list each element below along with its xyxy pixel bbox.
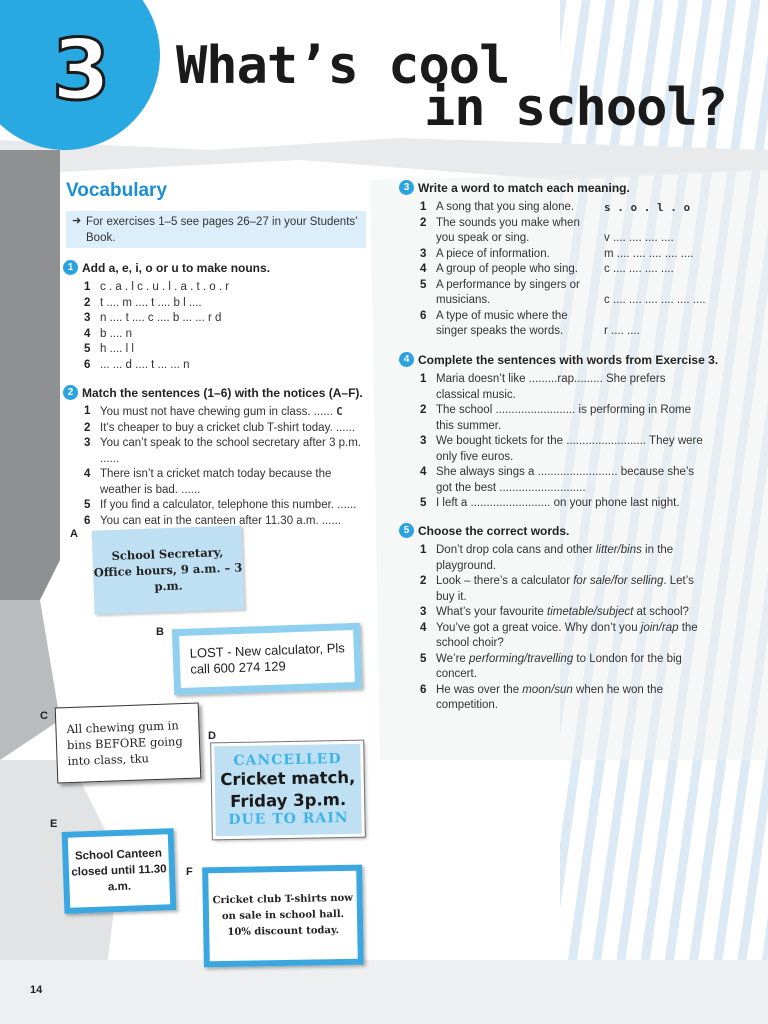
list-item: 5 If you find a calculator, telephone this number. ...... bbox=[84, 499, 357, 511]
list-item: 4 b .... n bbox=[84, 327, 132, 340]
exercise-number-badge: 5 bbox=[399, 523, 414, 538]
list-item: 3 A piece of information. m .... .... .... .... .... bbox=[420, 247, 710, 263]
list-item: 4 She always sings a ......................... because she’s got the best ........................... bbox=[420, 466, 695, 494]
list-item: 4 You’ve got a great voice. Why don’t you join/rap the school choir? bbox=[420, 621, 698, 649]
list-item: 2 The school ......................... is performing in Rome this summer. bbox=[420, 404, 692, 432]
notice-label-e: E bbox=[50, 818, 58, 830]
list-item: 5 A performance by singers or musicians. c .... .... .... .... .... .... bbox=[420, 278, 710, 309]
list-item: 2 It’s cheaper to buy a cricket club T-shirt today. ...... bbox=[84, 421, 356, 434]
notice-f: Cricket club T-shirts now on sale in school hall. 10% discount today. bbox=[202, 865, 364, 968]
notice-a: School Secretary, Office hours, 9 a.m. – 3 p.m. bbox=[92, 525, 245, 614]
exercise-4-list bbox=[420, 372, 710, 512]
notice-c: All chewing gum in bins BEFORE going into class, tku bbox=[55, 703, 202, 784]
list-item: 1 You must not have chewing gum in class. ...... C bbox=[84, 405, 343, 418]
list-item: 1 A song that you sing alone. s . o . l . o bbox=[420, 201, 691, 214]
exercise-2-instruction: Match the sentences (1–6) with the notices (A–F). bbox=[82, 385, 363, 400]
word-choice[interactable]: moon/sun bbox=[522, 683, 573, 696]
answer-field[interactable]: s . o . l . o bbox=[604, 201, 691, 214]
notice-label-f: F bbox=[186, 866, 193, 878]
list-item: 5 We’re performing/travelling to London for the big concert. bbox=[420, 652, 682, 680]
exercise-2-heading bbox=[63, 385, 363, 400]
word-choice[interactable]: performing/travelling bbox=[469, 652, 574, 665]
notice-e: School Canteen closed until 11.30 a.m. bbox=[62, 828, 177, 914]
notice-label-d: D bbox=[208, 730, 216, 742]
notice-b: LOST - New calculator, Pls call 600 274 129 bbox=[172, 623, 362, 696]
unit-number: 3 bbox=[52, 21, 111, 119]
exercise-3-instruction: Write a word to match each meaning. bbox=[418, 180, 630, 195]
list-item: 1 Don’t drop cola cans and other litter/bins in the playground. bbox=[420, 544, 674, 572]
due-to-rain-stamp: DUE TO RAIN bbox=[228, 809, 349, 829]
notice-label-a: A bbox=[70, 528, 78, 540]
cancelled-stamp: CANCELLED bbox=[233, 751, 342, 769]
list-item: 4 A group of people who sing. c .... .... .... .... bbox=[420, 262, 710, 278]
list-item: 2 The sounds you make when you speak or sing. v .... .... .... .... bbox=[420, 216, 710, 247]
section-title: Vocabulary bbox=[66, 180, 168, 201]
list-item: 1 Maria doesn’t like .........rap......... She prefers classical music. bbox=[420, 373, 666, 401]
word-choice[interactable]: join/rap bbox=[640, 621, 679, 634]
list-item: 6 ... ... d .... t ... ... n bbox=[84, 358, 190, 371]
exercise-3-heading bbox=[399, 180, 630, 195]
notice-d: CANCELLED Cricket match, Friday 3p.m. DUE TO RAIN bbox=[211, 741, 365, 840]
reference-note bbox=[66, 211, 366, 248]
list-item: 5 h .... l l bbox=[84, 343, 134, 355]
list-item: 5 I left a ......................... on your phone last night. bbox=[420, 497, 680, 509]
exercise-1-heading bbox=[63, 260, 270, 275]
answer-field[interactable]: c .... .... .... .... .... .... bbox=[604, 294, 706, 306]
list-item: 6 A type of music where the singer speaks the words. r .... .... bbox=[420, 309, 710, 340]
answer-field[interactable]: m .... .... .... .... .... bbox=[604, 247, 694, 260]
exercise-4-heading bbox=[399, 352, 718, 367]
exercise-5-heading bbox=[399, 523, 569, 538]
exercise-number-badge: 4 bbox=[399, 352, 414, 367]
exercise-number-badge: 2 bbox=[63, 385, 78, 400]
answer-field[interactable]: r .... .... bbox=[604, 325, 640, 337]
page-title-line1: What’s cool bbox=[176, 36, 510, 96]
exercise-number-badge: 1 bbox=[63, 260, 78, 275]
word-choice[interactable]: for sale/for selling bbox=[573, 575, 664, 587]
handwritten-answer: C bbox=[336, 405, 343, 418]
exercise-5-list bbox=[420, 543, 710, 714]
list-item: 2 t .... m .... t .... b l .... bbox=[84, 296, 202, 309]
list-item: 6 You can eat in the canteen after 11.30 a.m. ...... bbox=[84, 514, 342, 527]
exercise-1-instruction: Add a, e, i, o or u to make nouns. bbox=[82, 260, 271, 275]
word-choice[interactable]: litter/bins bbox=[595, 544, 642, 556]
list-item: 4 There isn’t a cricket match today because the weather is bad. ...... bbox=[84, 468, 332, 496]
list-item: 3 n .... t .... c .... b ... ... r d bbox=[84, 312, 222, 324]
exercise-3-list bbox=[420, 200, 710, 340]
list-item: 1 c . a . l c . u . l . a . t . o . r bbox=[84, 281, 230, 293]
reference-note-text: For exercises 1–5 see pages 26–27 in your Students’ Book. bbox=[86, 216, 358, 244]
list-item: 2 Look – there’s a calculator for sale/for selling. Let’s buy it. bbox=[420, 575, 694, 603]
list-item: 6 He was over the moon/sun when he won the competition. bbox=[420, 683, 663, 711]
word-choice[interactable]: timetable/subject bbox=[547, 606, 634, 618]
arrow-icon: ➜ bbox=[72, 215, 82, 227]
page-number: 14 bbox=[30, 984, 43, 996]
page-title-line2: in school? bbox=[424, 78, 728, 138]
exercise-2-list bbox=[84, 404, 374, 529]
exercise-5-instruction: Choose the correct words. bbox=[418, 523, 570, 538]
list-item: 3 What’s your favourite timetable/subject at school? bbox=[420, 606, 689, 618]
answer-field[interactable]: c .... .... .... .... bbox=[604, 263, 674, 275]
exercise-number-badge: 3 bbox=[399, 180, 414, 195]
list-item: 3 You can’t speak to the school secretary after 3 p.m. ...... bbox=[84, 437, 362, 465]
exercise-4-instruction: Complete the sentences with words from Exercise 3. bbox=[418, 352, 719, 367]
exercise-1-list bbox=[84, 280, 364, 373]
list-item: 3 We bought tickets for the ......................... They were only five euros. bbox=[420, 435, 703, 463]
answer-field[interactable]: v .... .... .... .... bbox=[604, 232, 674, 244]
notice-label-b: B bbox=[156, 626, 164, 638]
notice-label-c: C bbox=[40, 710, 48, 722]
